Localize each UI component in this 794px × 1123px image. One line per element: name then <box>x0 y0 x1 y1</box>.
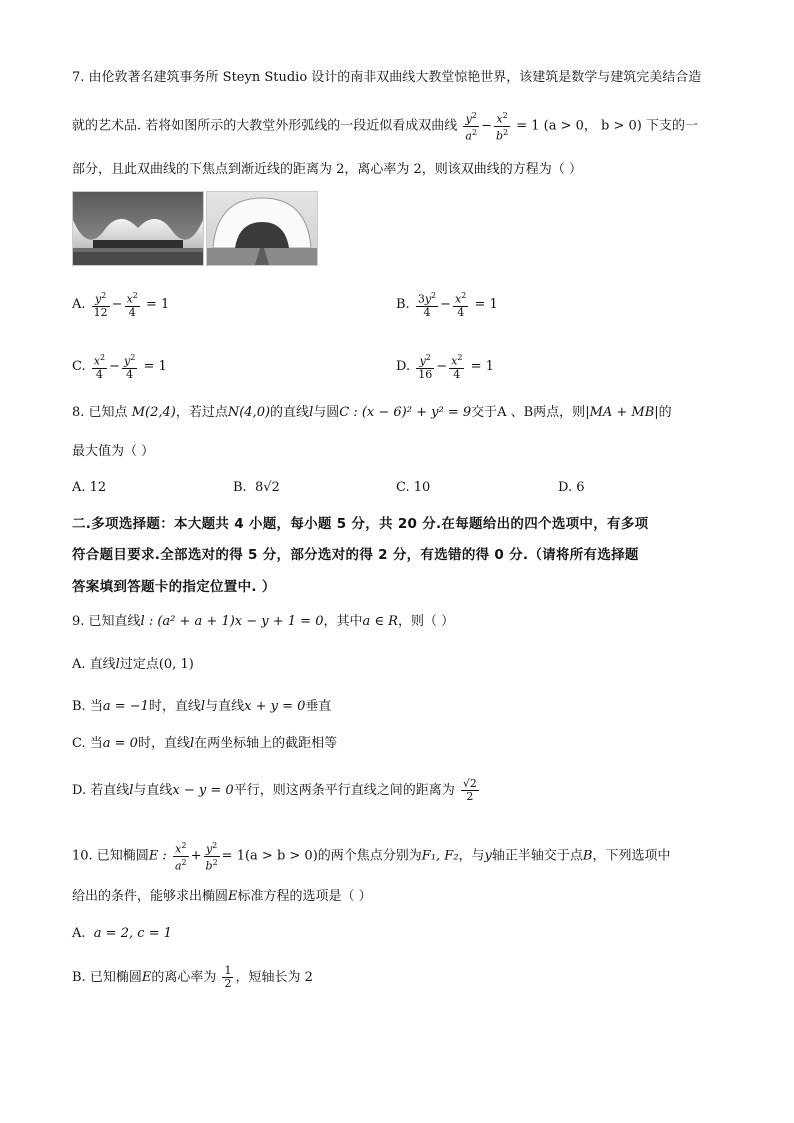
cathedral-photo-wide <box>72 191 204 266</box>
q7-eq-main: = 1 (a > 0， b > 0) <box>516 118 642 134</box>
q7-line2: 就的艺术品. 若将如图所示的大教堂外形弧线的一段近似看成双曲线 $\frac{y^2}{a^2}$ − $\frac{x^2}{b^2}$ = 1 (a > 0， b > 0) 下支的一 <box>72 111 699 143</box>
q7-option-a[interactable]: A. $\frac{y^2}{12}$ − $\frac{x^2}{4}$ = 1 <box>72 291 170 319</box>
q7-d-frac2: $\frac{x^2}{4}$ <box>451 353 463 381</box>
q9-a-text2: 过定点 <box>119 657 159 672</box>
q7-b-frac1: $\frac{3y^2}{4}$ <box>417 291 437 319</box>
q9-a-in-r: a ∈ R <box>362 614 398 629</box>
q10-eq-tail: = 1(a > b > 0) <box>221 848 318 864</box>
q10-stem-b: 的两个焦点分别为 <box>317 848 422 864</box>
q9-d-line: x − y = 0 <box>172 783 234 798</box>
q8-option-d[interactable]: D. 6 <box>558 480 585 495</box>
q7-option-c[interactable]: C. $\frac{x^2}{4}$ − $\frac{y^2}{4}$ = 1 <box>72 353 167 381</box>
q9-stem-a: 9. 已知直线 <box>72 614 141 629</box>
q8-option-b-value: 8√2 <box>254 480 280 495</box>
q10-y-axis: y <box>484 848 492 864</box>
q9-c-text1: C. 当 <box>72 736 103 751</box>
q10-stem-d: 轴正半轴交于点 <box>491 848 583 864</box>
q8-vector-sum: |MA + MB| <box>585 405 659 420</box>
q7-c-frac2: $\frac{y^2}{4}$ <box>123 353 136 381</box>
q7-option-b[interactable]: B. $\frac{3y^2}{4}$ − $\frac{x^2}{4}$ = 1 <box>396 291 498 319</box>
q10-b-num: 1 <box>224 964 232 977</box>
q7-b-frac2: $\frac{x^2}{4}$ <box>455 291 467 319</box>
q10-b-frac <box>222 965 233 990</box>
q9-b-text2: 时，直线 <box>148 699 201 714</box>
q10-frac-y: $\frac{y^2}{b^2}$ <box>205 841 218 873</box>
section2-line2: 符合题目要求.全部选对的得 5 分，部分选对的得 2 分，有选错的得 0 分.（请将所有选择题 <box>72 547 639 563</box>
q7-a-frac1: $\frac{y^2}{12}$ <box>93 291 108 319</box>
q10-stem: 10. 已知椭圆E : $\frac{x^2}{a^2}$ + $\frac{y^2}{b^2}$ = 1(a > b > 0)的两个焦点分别为F₁, F₂，与y轴正半轴交于点B，下列选项中 <box>72 841 671 873</box>
q7-d-frac1: $\frac{y^2}{16}$ <box>418 353 433 381</box>
q9-stem-d: ，则（ ） <box>397 614 455 629</box>
q10-line2-b: 标准方程的选项是（ ） <box>237 889 372 904</box>
q7-line3: 部分，且此双曲线的下焦点到渐近线的距离为 2，离心率为 2，则该双曲线的方程为（ ） <box>72 162 582 177</box>
q7-option-c-label: C. <box>72 358 86 374</box>
q10-frac-x: $\frac{x^2}{a^2}$ <box>174 841 187 873</box>
section2-line3: 答案填到答题卡的指定位置中. ） <box>72 579 276 595</box>
q7-option-d-label: D. <box>396 358 411 374</box>
q10-option-a[interactable] <box>72 924 172 944</box>
section2-line1: 二.多项选择题：本大题共 4 小题，每小题 5 分，共 20 分.在每题给出的四个选项中，有多项 <box>72 516 649 532</box>
q8-text-b: ，若过点 <box>175 405 228 420</box>
q9-d-den: 2 <box>466 790 474 803</box>
q7-option-c-tail: = 1 <box>143 358 167 374</box>
q10-b-den: 2 <box>224 977 232 990</box>
q9-d-frac <box>461 778 479 803</box>
q8-text-f: 的 <box>658 405 672 420</box>
q7-c-frac1: $\frac{x^2}{4}$ <box>93 353 106 381</box>
q7-line2-text: 就的艺术品. 若将如图所示的大教堂外形弧线的一段近似看成双曲线 <box>72 118 458 134</box>
q7-option-d[interactable]: D. $\frac{y^2}{16}$ − $\frac{x^2}{4}$ = 1 <box>396 353 494 381</box>
q8-point-n: N(4,0) <box>227 405 271 420</box>
q9-a-text1: A. 直线 <box>72 657 116 672</box>
q9-d-text1: D. 若直线 <box>72 783 130 798</box>
q8-text-e: 交于A 、B两点，则 <box>471 405 586 420</box>
q8-option-b-label: B. <box>233 480 247 495</box>
q8-text-d: 与圆 <box>313 405 340 420</box>
q10-option-b[interactable]: B. 已知椭圆E的离心率为 $\frac{1}{2}$ ，短轴长为 2 <box>72 964 313 990</box>
q10-b-text1: B. 已知椭圆 <box>72 970 142 985</box>
q9-b-cond: a = −1 <box>102 699 149 714</box>
q9-d-text2: 与直线 <box>133 783 173 798</box>
q7-option-a-label: A. <box>72 296 86 312</box>
q8-text-a: 8. 已知点 <box>72 405 128 420</box>
cathedral-photo-arch-svg <box>207 192 317 265</box>
q10-a-cond: a = 2, c = 1 <box>93 926 172 941</box>
q10-line2-a: 给出的条件，能够求出椭圆 <box>72 889 229 904</box>
q10-line2: 给出的条件，能够求出椭圆E标准方程的选项是（ ） <box>72 889 372 904</box>
q9-option-b[interactable]: B. 当a = −1时，直线l与直线x + y = 0垂直 <box>72 699 332 714</box>
q9-c-cond: a = 0 <box>102 736 138 751</box>
q7-option-b-tail: = 1 <box>474 296 498 312</box>
q9-b-line: x + y = 0 <box>244 699 306 714</box>
q9-b-text4: 垂直 <box>305 699 332 714</box>
q10-ellipse-name: E : <box>148 848 167 864</box>
q9-a-point: (0, 1) <box>158 657 194 672</box>
q10-a-label: A. <box>72 926 86 941</box>
q7-line1: 7. 由伦敦著名建筑事务所 Steyn Studio 设计的南非双曲线大教堂惊艳世界，该建筑是数学与建筑完美结合造 <box>72 70 702 85</box>
q8-line2: 最大值为（ ） <box>72 444 155 459</box>
q9-option-a[interactable]: A. 直线l过定点(0, 1) <box>72 657 194 672</box>
q8-option-b[interactable] <box>233 478 280 498</box>
q8-option-a[interactable]: A. 12 <box>72 480 107 495</box>
q7-option-d-tail: = 1 <box>470 358 494 374</box>
q9-stem-b: ，其中 <box>323 614 363 629</box>
cathedral-photo-arch <box>206 191 318 266</box>
q9-b-text1: B. 当 <box>72 699 103 714</box>
q9-c-text3: 在两坐标轴上的截距相等 <box>194 736 338 751</box>
q7-frac-x: $\frac{x^2}{b^2}$ <box>495 111 509 143</box>
q9-option-d[interactable]: D. 若直线l与直线x − y = 0平行，则这两条平行直线之间的距离为 $\frac{√2}{2}$ <box>72 777 477 803</box>
q8-point-m: M(2,4) <box>131 405 176 420</box>
q9-d-num: √2 <box>462 777 477 790</box>
q9-b-text3: 与直线 <box>205 699 245 714</box>
q10-point-b: B <box>582 848 593 864</box>
q10-b-text3: ，短轴长为 2 <box>235 970 313 985</box>
cathedral-photo-wide-svg <box>73 192 203 265</box>
q10-foci: F₁, F₂ <box>421 848 459 864</box>
q8-line1: 8. 已知点 M(2,4)，若过点N(4,0)的直线l与圆C : (x − 6)² + y² = 9交于A 、B两点，则|MA + MB|的 <box>72 405 672 420</box>
q9-d-text3: 平行，则这两条平行直线之间的距离为 <box>233 783 455 798</box>
q9-option-c[interactable]: C. 当a = 0时，直线l在两坐标轴上的截距相等 <box>72 736 338 751</box>
q10-b-text2: 的离心率为 <box>151 970 217 985</box>
q7-line2-tail: 下支的一 <box>646 118 699 134</box>
q9-c-text2: 时，直线 <box>137 736 190 751</box>
q7-a-frac2: $\frac{x^2}{4}$ <box>126 291 138 319</box>
q8-option-c[interactable]: C. 10 <box>396 480 431 495</box>
q8-circle-eq: C : (x − 6)² + y² = 9 <box>339 405 472 420</box>
q9-stem <box>72 612 454 632</box>
q7-option-a-tail: = 1 <box>146 296 170 312</box>
q8-text-c: 的直线 <box>270 405 310 420</box>
q10-stem-c: ，与 <box>458 848 485 864</box>
q10-stem-a: 10. 已知椭圆 <box>72 848 149 864</box>
q9-line-eq: l : (a² + a + 1)x − y + 1 = 0 <box>140 614 324 629</box>
q10-stem-e: ，下列选项中 <box>592 848 671 864</box>
q7-option-b-label: B. <box>396 296 410 312</box>
q7-frac-y: $\frac{y^2}{a^2}$ <box>465 111 478 143</box>
